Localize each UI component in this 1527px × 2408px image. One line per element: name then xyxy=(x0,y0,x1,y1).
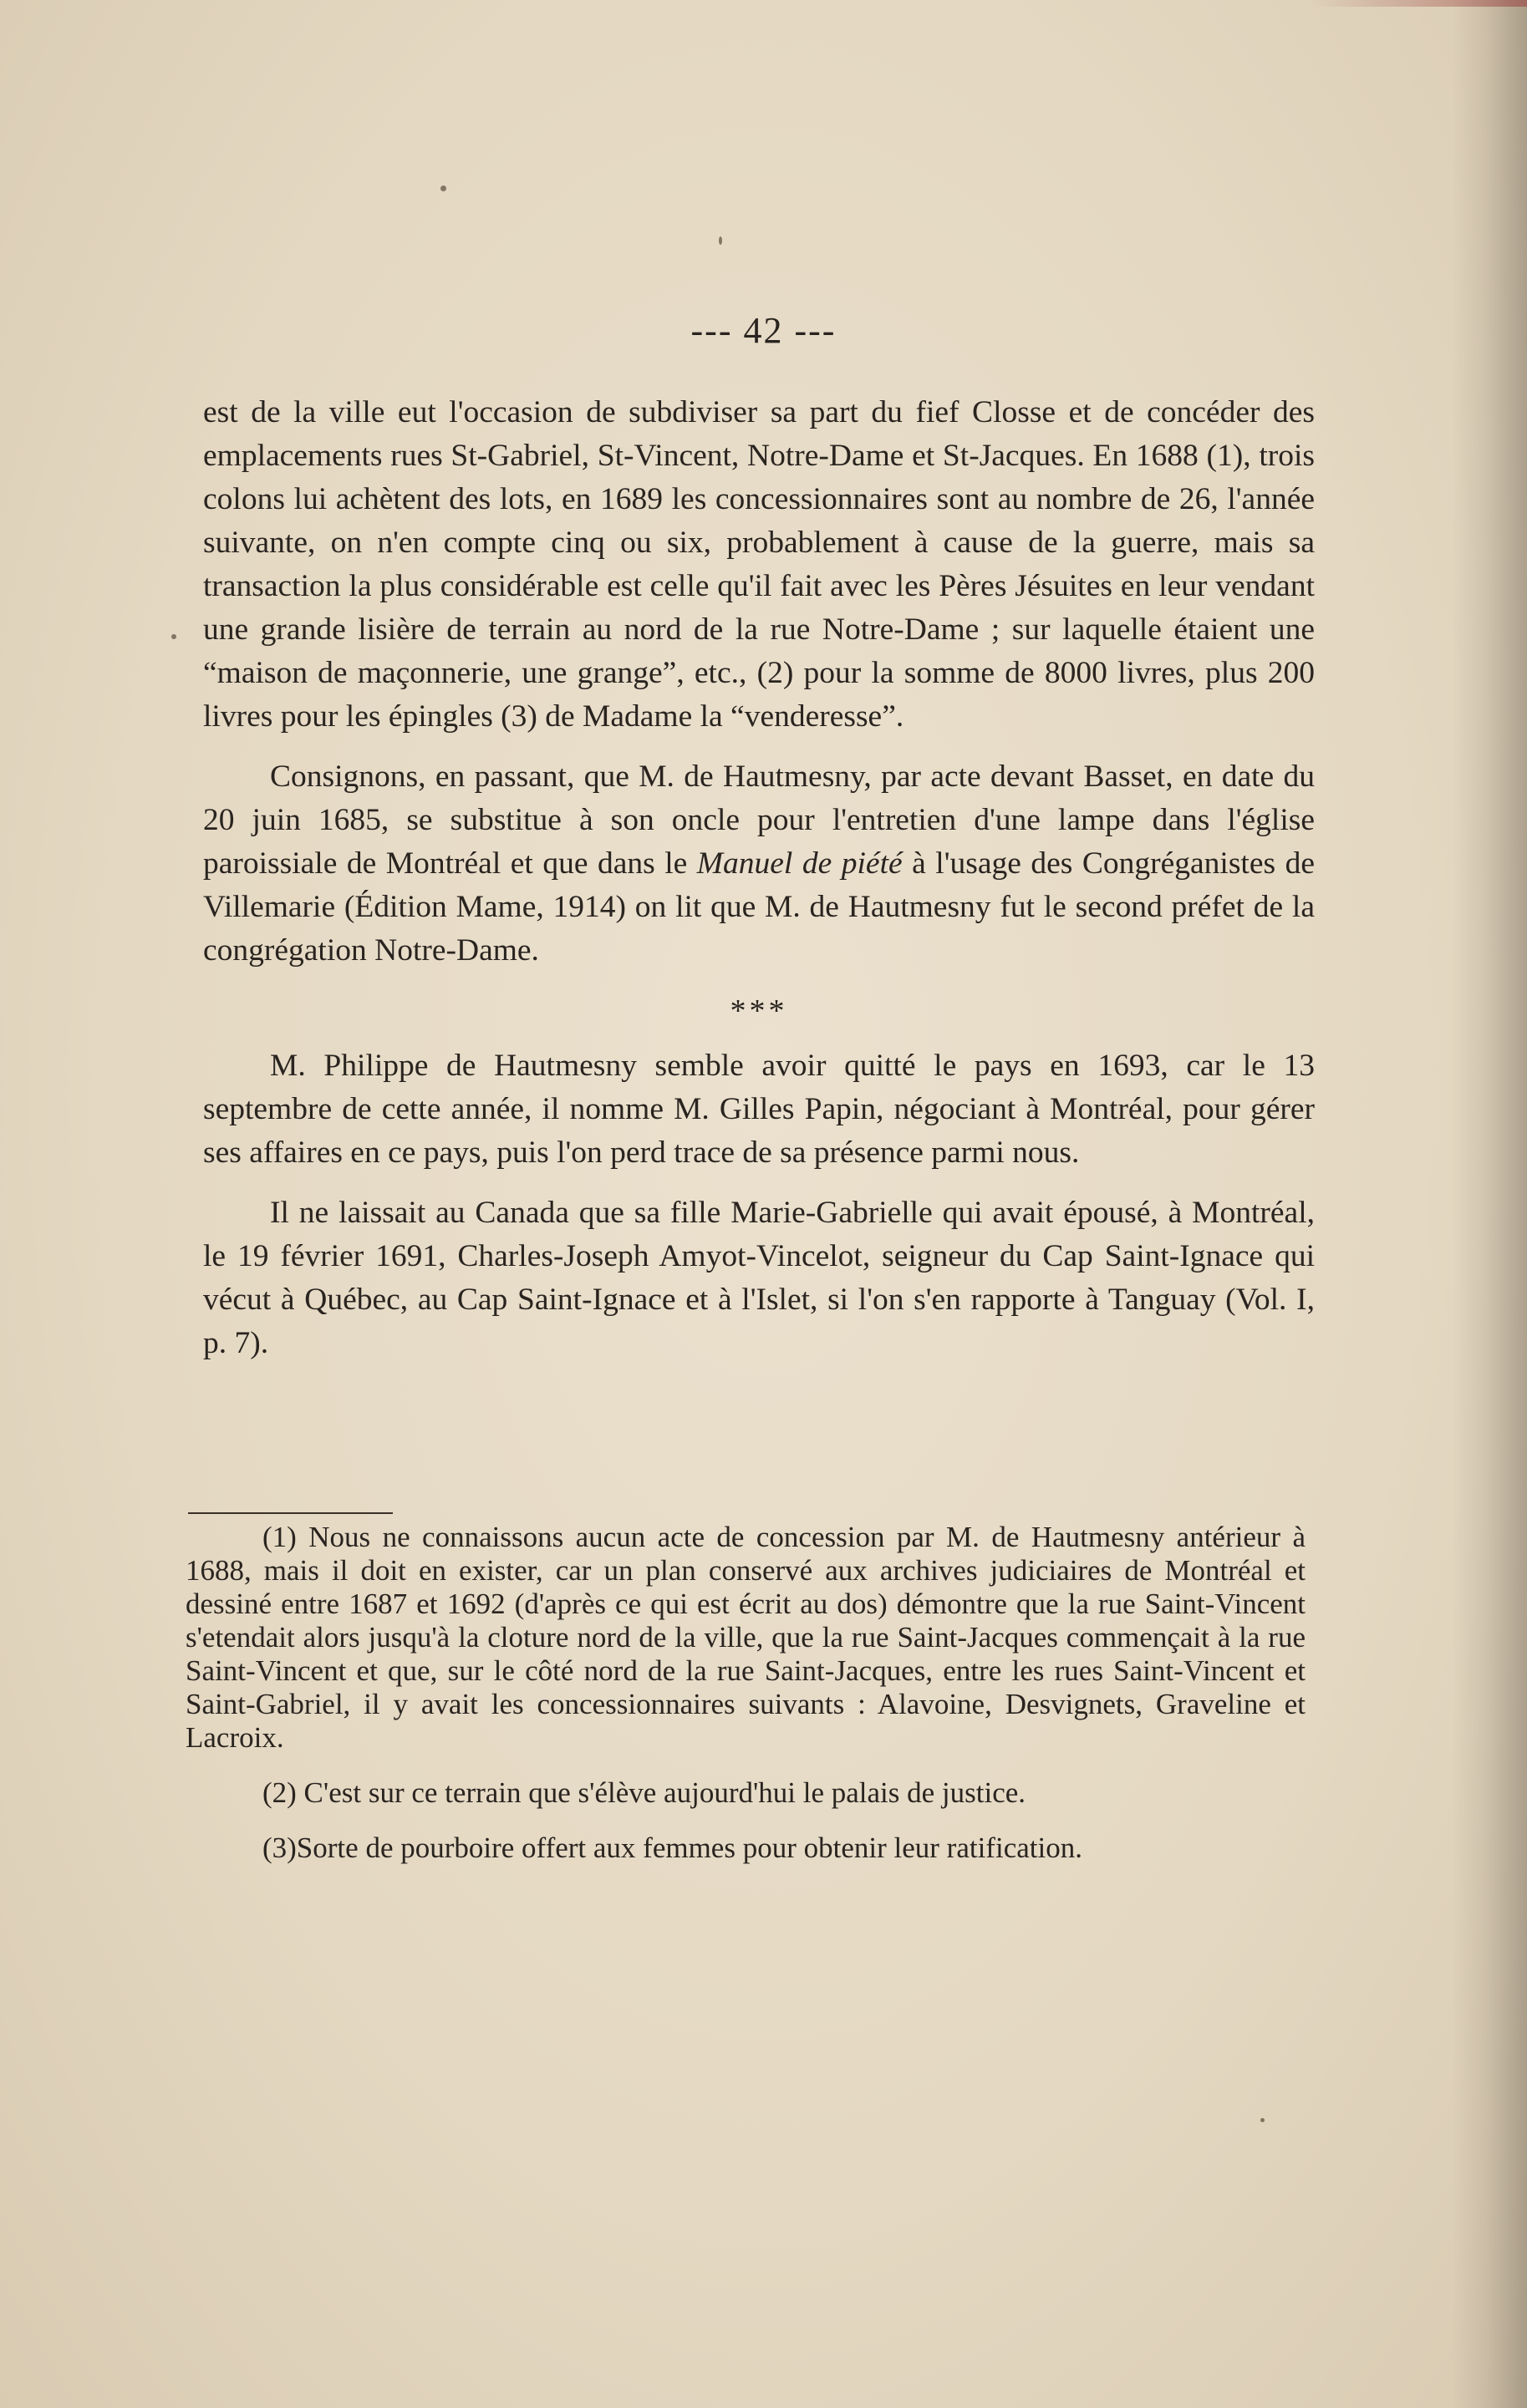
footnote-2: (2) C'est sur ce terrain que s'élève aujourd'hui le palais de justice. xyxy=(262,1776,1026,1809)
main-text xyxy=(203,391,1315,1382)
footnote-1: (1) Nous ne connaissons aucun acte de concession par M. de Hautmesny antérieur à 1688, mais il doit en exister, car un plan conservé aux archives judiciaires de Montréal et dessiné entre 1687 et 1692 (d'après ce qui est écrit au dos) démontre que la rue Saint-Vincent s'etendait alors jusqu'à la cloture nord de la ville, que la rue Saint-Jacques commençait à la rue Saint-Vincent et que, sur le côté nord de la rue Saint-Jacques, entre les rues Saint-Vincent et Saint-Gabriel, il y avait les concessionnaires suivants : Alavoine, Desvignets, Graveline et Lacroix. xyxy=(186,1521,1306,1754)
footnotes xyxy=(186,1521,1306,1887)
ink-speck xyxy=(1260,2118,1265,2122)
footnote-3: (3)Sorte de pourboire offert aux femmes pour obtenir leur ratification. xyxy=(262,1831,1082,1864)
paragraph-2-text-b: à l'usage des Congréganistes de Villemarie (Édition Mame, 1914) on lit que M. de Hautmesny fut le second préfet de la congrégation Notre-Dame. xyxy=(203,846,1315,968)
paragraph-3: M. Philippe de Hautmesny semble avoir quitté le pays en 1693, car le 13 septembre de cette année, il nomme M. Gilles Papin, négociant à Montréal, pour gérer ses affaires en ce pays, puis l'on perd trace de sa présence parmi nous. xyxy=(203,1049,1315,1170)
paragraph-1: est de la ville eut l'occasion de subdiviser sa part du fief Closse et de concéder des emplacements rues St-Gabriel, St-Vincent, Notre-Dame et St-Jacques. En 1688 (1), trois colons lui achètent des lots, en 1689 les concessionnaires sont au nombre de 26, l'année suivante, on n'en compte cinq ou six, probablement à cause de la guerre, mais sa transaction la plus considérable est celle qu'il fait avec les Pères Jésuites en leur vendant une grande lisière de terrain au nord de la rue Notre-Dame ; sur laquelle étaient une “maison de maçonnerie, une grange”, etc., (2) pour la somme de 8000 livres, plus 200 livres pour les épingles (3) de Madame la “venderesse”. xyxy=(203,395,1315,734)
ink-speck xyxy=(440,185,446,191)
page-edge-tint xyxy=(1310,0,1527,7)
ink-speck xyxy=(171,634,176,639)
ink-speck xyxy=(719,236,722,245)
section-break-asterisks: *** xyxy=(730,993,788,1029)
footnote-divider xyxy=(188,1512,393,1514)
paragraph-4: Il ne laissait au Canada que sa fille Marie-Gabrielle qui avait épousé, à Montréal, le 19 février 1691, Charles-Joseph Amyot-Vincelot, seigneur du Cap Saint-Ignace qui vécut à Québec, au Cap Saint-Ignace et à l'Islet, si l'on s'en rapporte à Tanguay (Vol. I, p. 7). xyxy=(203,1196,1315,1360)
page-number: --- 42 --- xyxy=(690,310,837,351)
book-title: Manuel de piété xyxy=(696,846,903,881)
paragraph-2 xyxy=(203,755,1315,973)
binding-shadow xyxy=(1452,0,1527,2408)
paragraph-2-text-a: Consignons, en passant, que M. de Hautmesny, par acte devant Basset, en date du 20 juin 1685, se substitue à son oncle pour l'entretien d'une lampe dans l'église paroissiale de Montréal et que dans le xyxy=(203,759,1315,881)
